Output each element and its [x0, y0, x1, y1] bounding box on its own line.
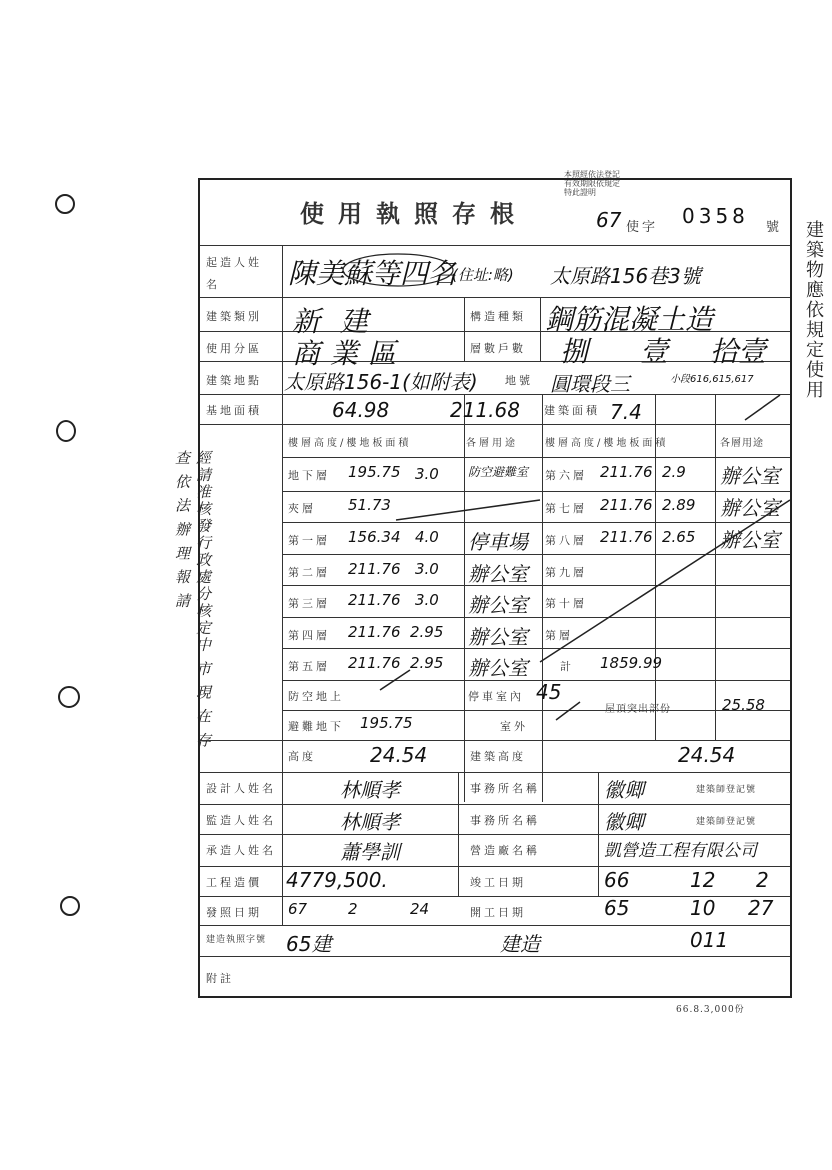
shelter-area: 195.75 — [360, 714, 413, 732]
parking-out-label: 室外 — [500, 720, 528, 733]
floor3-height: 3.0 — [415, 591, 439, 609]
use-zone-label: 使用分區 — [206, 342, 262, 355]
mezzanine-label: 夾層 — [288, 502, 316, 515]
permit-day: 24 — [410, 900, 430, 918]
floor1-area: 156.34 — [348, 528, 401, 546]
start-year: 65 — [604, 896, 630, 920]
location-label: 建築地點 — [206, 374, 262, 387]
building-height-label: 建築高度 — [470, 750, 526, 763]
completion-day: 2 — [756, 868, 769, 892]
floor6-height: 2.9 — [662, 463, 686, 481]
floor3-area: 211.76 — [348, 591, 401, 609]
owner-address: 太原路156巷3號 — [550, 264, 701, 288]
protrusion-value: 25.58 — [722, 696, 765, 714]
permit-no-value-2: 建造 — [500, 932, 540, 956]
basement-use: 防空避難室 — [468, 465, 529, 479]
cost-value: 4779,500. — [286, 868, 388, 892]
floor-header-right: 樓層高度/樓地板面積 — [545, 438, 669, 449]
owner-name: 陳美蘇等四名 — [288, 257, 457, 290]
coverage-label: 建築面積 — [544, 404, 600, 417]
use-header-right: 各層用途 — [720, 438, 764, 449]
coverage-value: 7.4 — [610, 400, 642, 424]
floor5-use: 辦公室 — [468, 656, 528, 680]
designer-label: 設計人姓名 — [206, 782, 276, 795]
basement-label: 地下層 — [288, 469, 330, 482]
protrusion-label: 屋頂突出部份 — [605, 704, 671, 715]
floor5-area: 211.76 — [348, 654, 401, 672]
owner-label: 起造人姓名 — [206, 256, 262, 291]
owner-address-paren: (住址:略) — [452, 266, 514, 284]
form-print-code: 66.8.3,000份 — [676, 1005, 745, 1015]
site-area-value: 64.98 — [332, 398, 390, 422]
parking-label: 停車室內 — [468, 690, 524, 703]
location-value: 太原路156-1(如附表) — [284, 370, 478, 394]
parcel-label: 地號 — [505, 374, 533, 387]
license-suffix: 號 — [766, 220, 783, 235]
margin-annotation: 經請准核發行政處分核定中 市 現 在 存 查 依 法 辦 理 報 請 — [173, 450, 212, 750]
floor-header-left: 樓層高度/樓地板面積 — [288, 438, 412, 449]
supervisor-reg-label: 建築師登記號 — [696, 817, 757, 827]
contractor-label: 承造人姓名 — [206, 844, 276, 857]
shelter-label: 避難地下 — [288, 720, 344, 733]
total-area-value: 211.68 — [450, 398, 520, 422]
designer-reg-label: 建築師登記號 — [696, 785, 757, 795]
license-year: 67 — [596, 208, 622, 232]
completion-year: 66 — [604, 868, 630, 892]
license-word: 使字 — [626, 220, 659, 235]
floor1-height: 4.0 — [415, 528, 439, 546]
floor5-height: 2.95 — [410, 654, 444, 672]
floor3-use: 辦公室 — [468, 593, 528, 617]
use-zone-value: 商業區 — [292, 337, 407, 370]
completion-label: 竣工日期 — [470, 876, 526, 889]
total-label: 計 — [560, 660, 574, 673]
structure-label: 構造種類 — [470, 310, 526, 323]
supervisor-label: 監造人姓名 — [206, 814, 276, 827]
license-number: 0358 — [682, 204, 749, 228]
stamp-line-2: 有效期限依規定 — [564, 179, 620, 188]
contractor-firm-label: 營造廠名稱 — [470, 844, 540, 857]
floor8-label: 第八層 — [545, 534, 587, 547]
floor4-use: 辦公室 — [468, 625, 528, 649]
use-header-left: 各層用途 — [466, 438, 518, 449]
designer-name: 林順孝 — [340, 778, 400, 802]
building-type-label: 建築類別 — [206, 310, 262, 323]
contractor-name: 蕭學訓 — [340, 840, 400, 864]
start-day: 27 — [748, 896, 774, 920]
contractor-firm: 凱營造工程有限公司 — [604, 841, 757, 861]
designer-firm: 徽卿 — [604, 778, 644, 802]
households-value-1: 壹 — [640, 335, 669, 368]
floor7-use: 辦公室 — [720, 496, 780, 520]
floor1-use: 停車場 — [468, 530, 528, 554]
floor6-area: 211.76 — [600, 463, 653, 481]
floor2-height: 3.0 — [415, 560, 439, 578]
floor4-label: 第四層 — [288, 629, 330, 642]
air-raid-label: 防空地上 — [288, 690, 344, 703]
start-date-label: 開工日期 — [470, 906, 526, 919]
supervisor-firm-label: 事務所名稱 — [470, 814, 540, 827]
floor5-label: 第五層 — [288, 660, 330, 673]
structure-value: 鋼筋混凝土造 — [545, 303, 714, 336]
floor2-area: 211.76 — [348, 560, 401, 578]
stamp-line-3: 特此證明 — [564, 188, 596, 197]
floor8-use: 辦公室 — [720, 528, 780, 552]
floor2-use: 辦公室 — [468, 562, 528, 586]
floor9-label: 第九層 — [545, 566, 587, 579]
households-label: 層數戶數 — [470, 342, 526, 355]
cost-label: 工程造價 — [206, 876, 262, 889]
mezzanine-area: 51.73 — [348, 496, 391, 514]
form-title: 使用執照存根 — [300, 199, 528, 228]
floor6-label: 第六層 — [545, 469, 587, 482]
height-label: 高度 — [288, 750, 316, 763]
floor-other-label: 第層 — [545, 629, 573, 642]
floor7-area: 211.76 — [600, 496, 653, 514]
floor7-label: 第七層 — [545, 502, 587, 515]
stamp-line-1: 本照經依法登記 — [564, 170, 620, 179]
total-area: 1859.99 — [600, 654, 663, 672]
supervisor-name: 林順孝 — [340, 810, 400, 834]
side-note-1: 建築物應依規定使用 — [803, 220, 824, 400]
floor8-area: 211.76 — [600, 528, 653, 546]
floor4-height: 2.95 — [410, 623, 444, 641]
floor6-use: 辦公室 — [720, 464, 780, 488]
building-height-value: 24.54 — [678, 743, 736, 767]
permit-month: 2 — [348, 900, 358, 918]
completion-month: 12 — [690, 868, 716, 892]
start-month: 10 — [690, 896, 716, 920]
parcel-section: 圓環段三 — [550, 372, 630, 396]
permit-year: 67 — [288, 900, 308, 918]
parcel-number: 小段616,615,617 — [670, 374, 754, 385]
floor2-label: 第二層 — [288, 566, 330, 579]
supervisor-firm: 徽卿 — [604, 810, 644, 834]
floor4-area: 211.76 — [348, 623, 401, 641]
building-type-value: 新建 — [292, 305, 389, 338]
parking-value: 45 — [536, 680, 562, 704]
floor1-label: 第一層 — [288, 534, 330, 547]
floor7-height: 2.89 — [662, 496, 696, 514]
height-value: 24.54 — [370, 743, 428, 767]
permit-no-value: 65建 — [286, 932, 332, 956]
basement-area: 195.75 — [348, 463, 401, 481]
floor8-height: 2.65 — [662, 528, 696, 546]
site-area-label: 基地面積 — [206, 404, 262, 417]
permit-no-label: 建造執照字號 — [206, 935, 267, 945]
floor3-label: 第三層 — [288, 597, 330, 610]
floor10-label: 第十層 — [545, 597, 587, 610]
permit-serial: 011 — [690, 928, 729, 952]
notes-label: 附註 — [206, 972, 234, 985]
floors-value: 捌 — [560, 335, 589, 368]
designer-firm-label: 事務所名稱 — [470, 782, 540, 795]
basement-height: 3.0 — [415, 465, 439, 483]
permit-date-label: 發照日期 — [206, 906, 262, 919]
households-value-2: 拾壹 — [710, 335, 767, 368]
